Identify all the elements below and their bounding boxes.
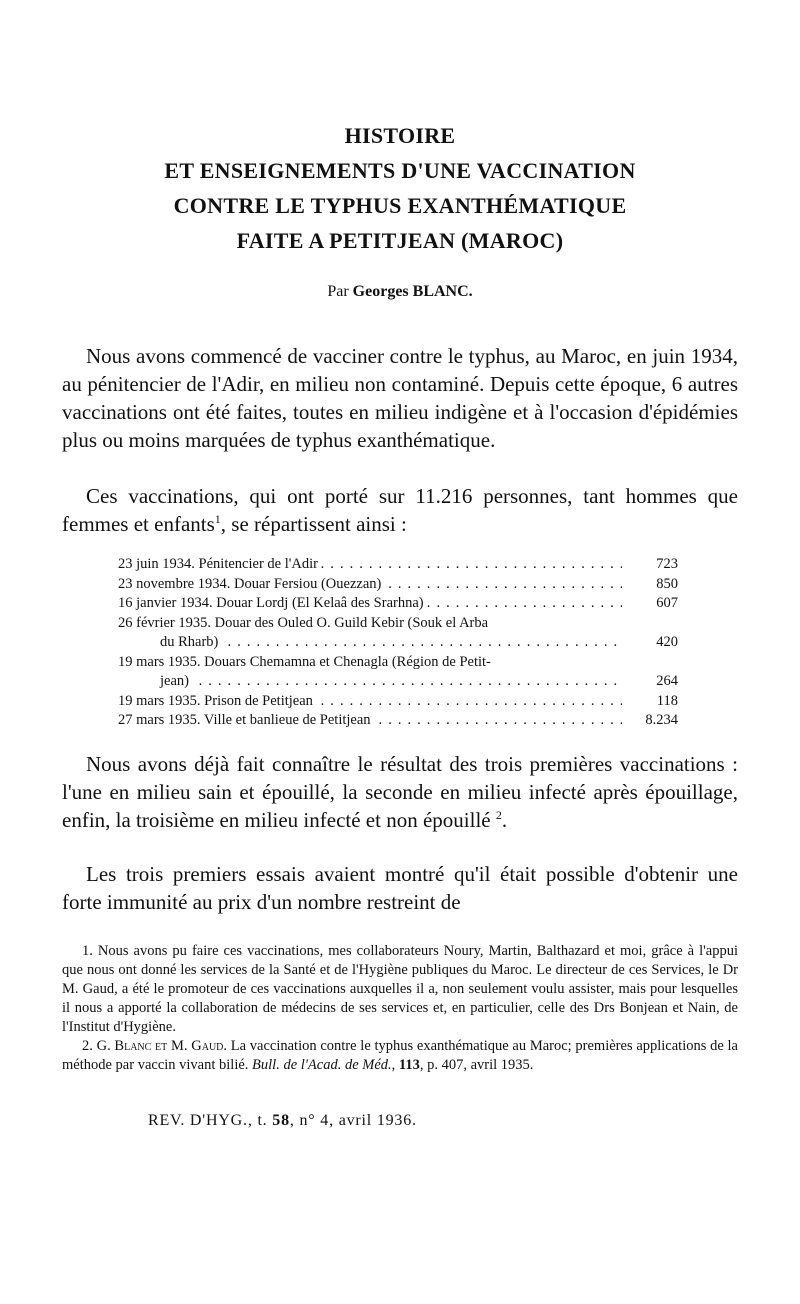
vaccination-label: 19 mars 1935. Douars Chemamna et Chenagla (Région de Petit- <box>118 653 491 670</box>
journal-reference-issue: , n° 4, avril 1936. <box>289 1112 417 1129</box>
vaccination-count: 420 <box>656 634 678 650</box>
footnote-2-journal: Bull. de l'Acad. de Méd. <box>252 1057 392 1073</box>
paragraph-results <box>62 750 738 834</box>
vaccination-row <box>118 653 678 692</box>
footnote-2-volume: 113 <box>398 1057 420 1073</box>
title-line-2: ET ENSEIGNEMENTS D'UNE VACCINATION <box>164 158 636 183</box>
journal-reference <box>148 1112 417 1130</box>
paragraph-distribution <box>62 482 738 538</box>
vaccination-label: 19 mars 1935. Prison de Petitjean <box>118 693 316 709</box>
vaccination-count: 264 <box>656 673 678 689</box>
vaccination-row <box>118 555 678 575</box>
paragraph-intro: Nous avons commencé de vacciner contre le typhus, au Maroc, en juin 1934, au pénitencier de l'Adir, en milieu non contaminé. Depuis cette époque, 6 autres vaccinations ont été faites, toutes en milieu indigène et à l'occasion d'épidémies plus ou moins marquées de typhus exanthématique. <box>62 344 738 452</box>
paragraph-results-text: Nous avons déjà fait connaître le résultat des trois premières vaccinations : l'une en milieu sain et épouillé, la seconde en milieu infecté après épouillage, enfin, la troisième en milieu infecté et non épouillé <box>62 752 738 832</box>
footnote-2 <box>62 1037 738 1075</box>
vaccination-count: 607 <box>656 595 678 611</box>
vaccination-row <box>118 575 678 595</box>
paragraph-results-end: . <box>501 808 508 832</box>
vaccination-count: 850 <box>656 575 678 592</box>
title-line-3: CONTRE LE TYPHUS EXANTHÉMATIQUE <box>173 193 627 218</box>
vaccination-label: 23 juin 1934. Pénitencier de l'Adir <box>118 556 321 572</box>
author-name: Georges BLANC. <box>352 283 473 300</box>
paragraph-distribution-text: Ces vaccinations, qui ont porté sur 11.216 personnes, tant hommes que femmes et enfants <box>62 484 738 536</box>
vaccination-row <box>118 692 678 712</box>
footnote-2-sep: , <box>391 1057 399 1073</box>
footnote-ref-2: 2 <box>495 808 502 822</box>
journal-reference-name: REV. D'HYG., t. <box>148 1112 273 1129</box>
article-title <box>60 118 740 258</box>
vaccination-label: 16 janvier 1934. Douar Lordj (El Kelaâ des Srarhna) <box>118 595 427 611</box>
vaccination-count: 118 <box>656 692 678 709</box>
vaccination-label-continued: jean) <box>160 673 192 689</box>
title-line-4: FAITE A PETITJEAN (MAROC) <box>236 228 564 253</box>
title-line-1: HISTOIRE <box>344 123 456 148</box>
vaccination-row <box>118 594 678 614</box>
vaccination-count: 723 <box>656 556 678 572</box>
journal-reference-volume: 58 <box>272 1112 290 1129</box>
paragraph-distribution-end: , se répartissent ainsi : <box>220 512 407 536</box>
footnote-2-text: La vaccination contre le typhus exanthématique au Maroc; premières applications de la méthode par vaccin vivant bilié. <box>62 1038 738 1073</box>
vaccination-count: 8.234 <box>645 712 678 728</box>
vaccination-row <box>118 614 678 653</box>
byline <box>60 283 740 301</box>
vaccination-label-continued: du Rharb) <box>160 634 221 650</box>
vaccination-label: 27 mars 1935. Ville et banlieue de Petitjean <box>118 712 374 728</box>
footnote-ref-1: 1 <box>214 512 221 526</box>
footnote-1: 1. Nous avons pu faire ces vaccinations, mes collaborateurs Noury, Martin, Balthazard et moi, grâce à l'appui que nous ont donné les services de la Santé et de l'Hygiène publiques du Maroc. Le directeur de ces Services, le Dr M. Gaud, a été le promoteur de ces vaccinations auxquelles il a, non seulement voulu assister, mais pour lesquelles il nous a apporté la collaboration de médecins de ses services et, en particulier, celle des Drs Bonjean et Nain, de l'Institut d'Hygiène. <box>62 943 738 1035</box>
vaccination-label: 23 novembre 1934. Douar Fersiou (Ouezzan) <box>118 576 384 592</box>
vaccination-row <box>118 711 678 731</box>
footnote-2-authors: 2. G. Blanc et M. Gaud. <box>82 1038 228 1054</box>
vaccination-list <box>118 555 678 731</box>
footnotes <box>62 942 738 1075</box>
byline-prefix: Par <box>327 283 349 300</box>
vaccination-label: 26 février 1935. Douar des Ouled O. Guild Kebir (Souk el Arba <box>118 614 489 631</box>
footnote-2-pages: , p. 407, avril 1935. <box>419 1057 534 1073</box>
paragraph-trials: Les trois premiers essais avaient montré qu'il était possible d'obtenir une forte immunité au prix d'un nombre restreint de <box>62 862 738 914</box>
